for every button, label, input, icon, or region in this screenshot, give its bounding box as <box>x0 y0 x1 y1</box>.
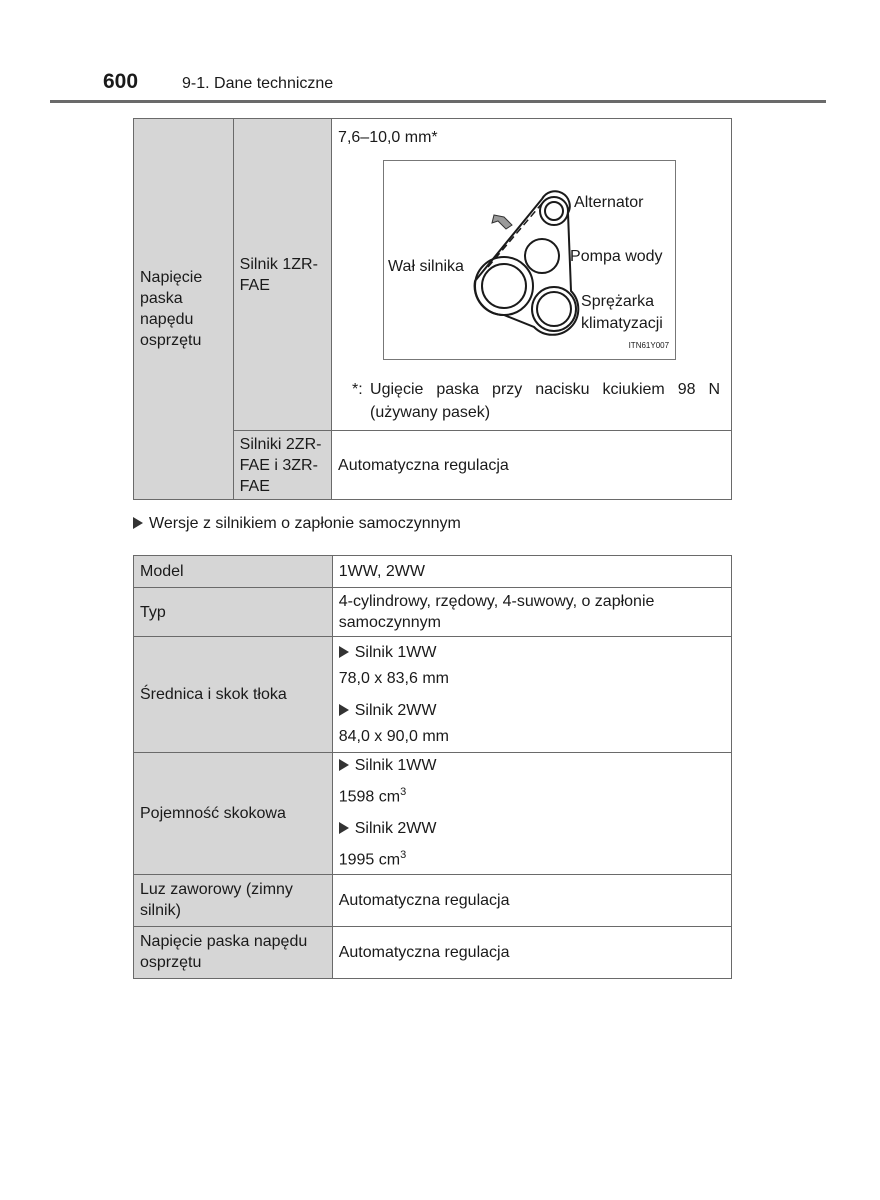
auto-adjust-value: Automatyczna regulacja <box>332 431 732 500</box>
bore-value-1ww: 78,0 x 83,6 mm <box>338 669 449 687</box>
displacement-values <box>332 753 731 875</box>
disp-value-2ww: 1995 cm <box>338 851 401 869</box>
header-rule <box>50 100 826 103</box>
valve-clearance-value: Automatyczna regulacja <box>332 874 731 926</box>
triangle-bullet-icon <box>339 759 349 771</box>
type-value: 4-cylindrowy, rzędowy, 4-suwowy, o zapłonie samoczynnym <box>332 588 731 637</box>
belt-tension-diesel-value: Automatyczna regulacja <box>332 926 731 978</box>
diesel-heading-text: Wersje z silnikiem o zapłonie samoczynnym <box>149 515 461 532</box>
page-number: 600 <box>103 70 139 93</box>
deflection-note <box>338 378 725 424</box>
triangle-bullet-icon <box>339 822 349 834</box>
press-arrow <box>492 215 512 229</box>
disp-engine-2ww: Silnik 2WW <box>354 820 437 838</box>
triangle-bullet-icon <box>339 646 349 658</box>
engine-2zr-3zr-label: Silniki 2ZR-FAE i 3ZR-FAE <box>233 431 331 500</box>
bore-stroke-label: Średnica i skok tłoka <box>134 637 333 753</box>
section-title: 9-1. Dane techniczne <box>182 75 334 92</box>
valve-clearance-label: Luz zaworowy (zimny silnik) <box>134 874 333 926</box>
bore-value-2ww: 84,0 x 90,0 mm <box>338 727 449 745</box>
water-pump-pulley <box>525 239 559 273</box>
note-marker: *: <box>352 381 363 398</box>
belt-diagram <box>383 160 676 360</box>
type-label: Typ <box>134 588 333 637</box>
model-label: Model <box>134 556 333 588</box>
engine-1zr-label: Silnik 1ZR-FAE <box>233 119 331 431</box>
disp-value-1ww: 1598 cm <box>338 788 401 806</box>
crankshaft-pulley-inner <box>482 264 526 308</box>
alternator-pulley-inner <box>545 202 563 220</box>
disp-engine-1ww: Silnik 1WW <box>354 757 437 774</box>
triangle-bullet-icon <box>133 517 143 529</box>
crankshaft-label: Wał silnika <box>388 258 464 275</box>
bore-stroke-values <box>332 637 731 753</box>
diagram-code: ITN61Y007 <box>628 341 670 350</box>
note-text: Ugięcie paska przy nacisku kciukiem 98 N (używany pasek) <box>370 381 721 421</box>
diesel-heading <box>133 515 461 533</box>
ac-compressor-pulley-inner <box>537 292 571 326</box>
belt-tension-table <box>133 118 732 500</box>
triangle-bullet-icon <box>339 704 349 716</box>
belt-tension-diesel-label: Napięcie paska napędu osprzętu <box>134 926 333 978</box>
model-value: 1WW, 2WW <box>332 556 731 588</box>
alternator-label: Alternator <box>574 194 644 211</box>
displacement-label: Pojemność skokowa <box>134 753 333 875</box>
unit-exponent: 3 <box>400 786 407 798</box>
ac-compressor-pulley <box>532 287 576 331</box>
bore-engine-2ww: Silnik 2WW <box>354 701 437 719</box>
ac-compressor-label: Sprężarka <box>581 293 654 310</box>
unit-exponent: 3 <box>400 849 407 862</box>
deflection-value: 7,6–10,0 mm* <box>338 129 438 146</box>
water-pump-label: Pompa wody <box>570 248 663 265</box>
ac-compressor-label-2: klimatyzacji <box>581 315 663 332</box>
deflection-cell <box>332 119 732 431</box>
belt-deflection-line <box>488 201 544 267</box>
bore-engine-1ww: Silnik 1WW <box>354 643 437 661</box>
belt-tension-label: Napięcie paska napędu osprzętu <box>134 119 234 500</box>
diesel-spec-table <box>133 555 732 979</box>
